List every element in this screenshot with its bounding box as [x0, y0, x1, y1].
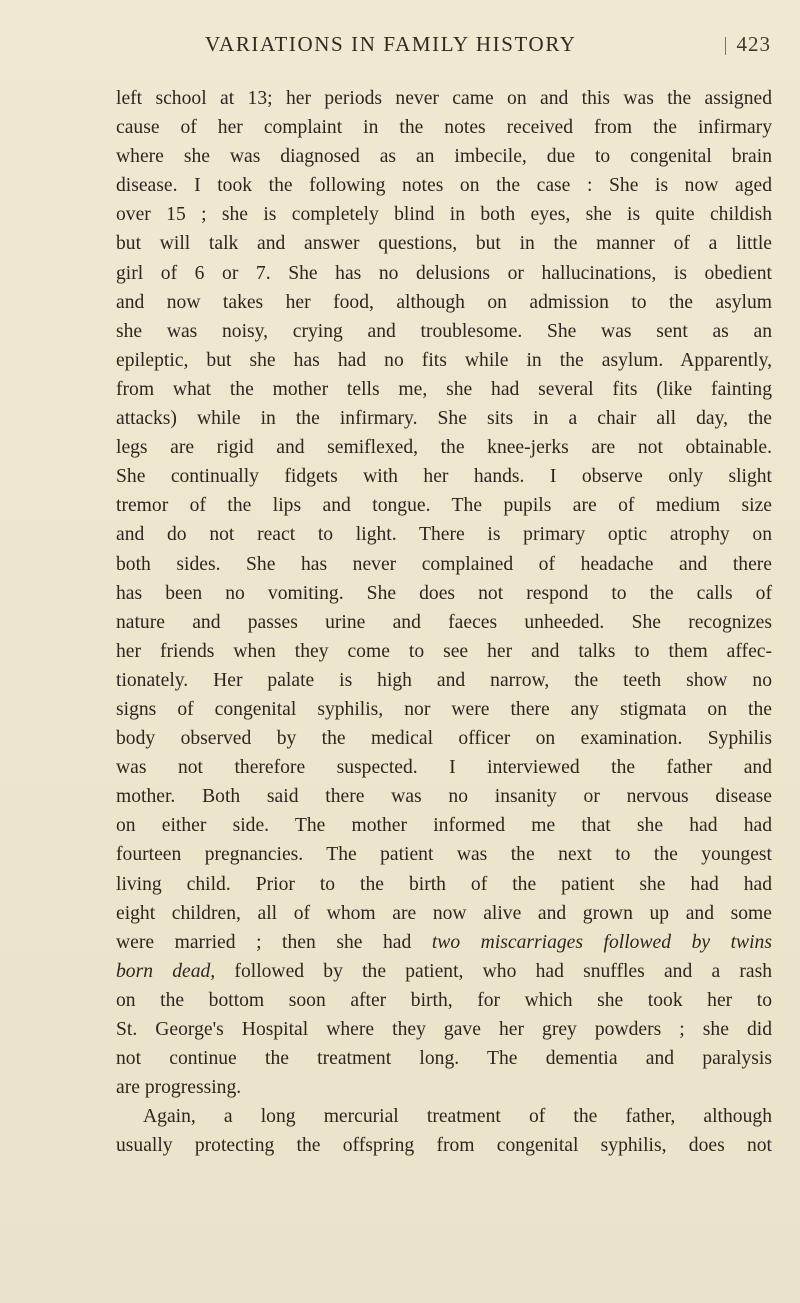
- text-line: Again, a long mercurial treatment of the father, although: [143, 1106, 772, 1128]
- text-line: living child. Prior to the birth of the patient she had had: [116, 873, 772, 895]
- text-line: cause of her complaint in the notes received from the infirmary: [116, 117, 772, 139]
- text-line: girl of 6 or 7. She has no delusions or hallucinations, is obedient: [116, 262, 772, 284]
- text-line: she was noisy, crying and troublesome. She was sent as an: [116, 320, 772, 342]
- text-line: nature and passes urine and faeces unheeded. She recognizes: [116, 611, 772, 633]
- text-line: disease. I took the following notes on the case : She is now aged: [116, 175, 772, 197]
- text-line: She continually fidgets with her hands. I observe only slight: [116, 466, 772, 488]
- text-line: epileptic, but she has had no fits while in the asylum. Apparently,: [116, 349, 772, 371]
- text-line: over 15 ; she is completely blind in both eyes, she is quite childish: [116, 204, 772, 226]
- text-line: left school at 13; her periods never came on and this was the assigned: [116, 88, 772, 109]
- running-head: VARIATIONS IN FAMILY HISTORY: [205, 32, 577, 56]
- text-line: where she was diagnosed as an imbecile, due to congenital brain: [116, 146, 772, 168]
- text-line: tremor of the lips and tongue. The pupils are of medium size: [116, 495, 772, 517]
- text-line: legs are rigid and semiflexed, the knee-jerks are not obtainable.: [116, 437, 772, 459]
- body-text: [116, 84, 772, 1160]
- text-line: St. George's Hospital where they gave her grey powders ; she did: [116, 1019, 772, 1040]
- text-line: not continue the treatment long. The dementia and paralysis: [116, 1048, 772, 1070]
- text-line-with-italic: [116, 957, 772, 986]
- text-line: and now takes her food, although on admission to the asylum: [116, 291, 772, 313]
- text-line: signs of congenital syphilis, nor were there any stigmata on the: [116, 698, 772, 720]
- text-line: eight children, all of whom are now alive and grown up and some: [116, 902, 772, 924]
- text-line: attacks) while in the infirmary. She sits in a chair all day, the: [116, 408, 772, 430]
- page-number: 423: [736, 32, 771, 56]
- text-line-with-italic: [116, 928, 772, 957]
- page-header: [117, 32, 771, 62]
- text-line: but will talk and answer questions, but in the manner of a little: [116, 233, 772, 255]
- text-line: mother. Both said there was no insanity or nervous disease: [116, 786, 772, 808]
- text-line: fourteen pregnancies. The patient was the next to the youngest: [116, 844, 772, 866]
- text-line: body observed by the medical officer on examination. Syphilis: [116, 728, 772, 750]
- text-line: tionately. Her palate is high and narrow, the teeth show no: [116, 669, 772, 691]
- italic-segment: two miscarriages followed by twins: [431, 931, 772, 953]
- text-line: from what the mother tells me, she had several fits (like fainting: [116, 378, 772, 400]
- text-line: usually protecting the offspring from congenital syphilis, does not: [116, 1135, 772, 1157]
- text-line: on either side. The mother informed me that she had had: [116, 815, 772, 837]
- text-line: are progressing.: [116, 1077, 242, 1099]
- text-line: has been no vomiting. She does not respond to the calls of: [116, 582, 772, 604]
- text-segment: were married ; then she had: [116, 931, 432, 953]
- text-line: was not therefore suspected. I interviewed the father and: [116, 757, 772, 779]
- text-segment: followed by the patient, who had snuffles and a rash: [215, 960, 772, 982]
- text-line: and do not react to light. There is primary optic atrophy on: [116, 524, 772, 546]
- text-line: on the bottom soon after birth, for which she took her to: [116, 989, 772, 1011]
- text-line: both sides. She has never complained of headache and there: [116, 553, 772, 575]
- italic-segment: born dead,: [116, 960, 216, 982]
- text-line: her friends when they come to see her and talks to them affec-: [116, 640, 772, 662]
